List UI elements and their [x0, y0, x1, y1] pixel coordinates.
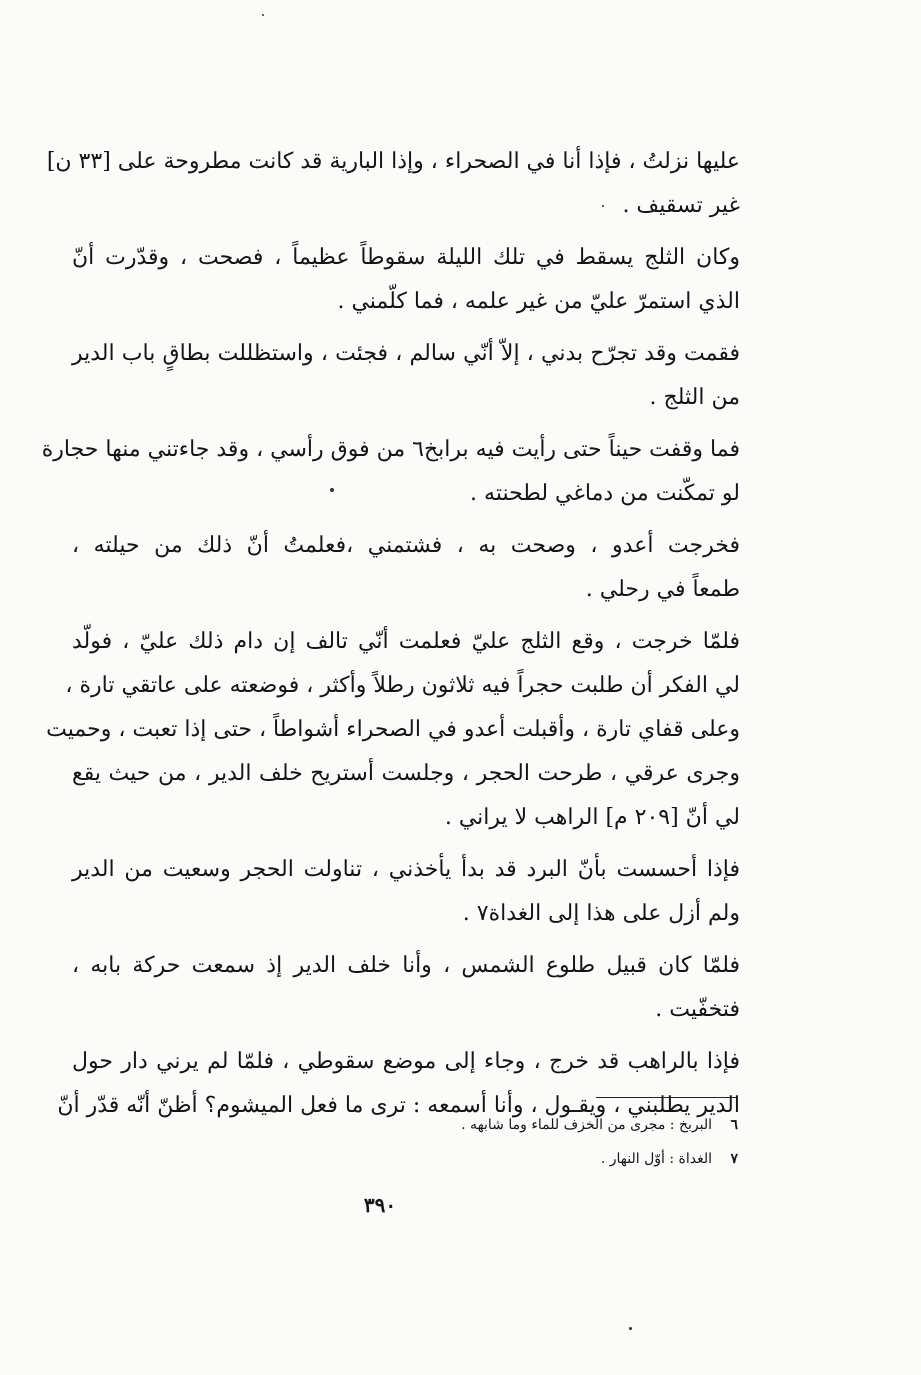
text-line: فإذا بالراهب قد خرج ، وجاء إلى موضع سقوطي ، فلمّا لم يرني دار حول: [72, 1049, 740, 1074]
text-line: الدير يطلبني ، ويقـول ، وأنا أسمعه : ترى ما فعل الميشوم؟ أظنّ أنّه قدّر أنّ: [57, 1093, 740, 1118]
text-line: من الثلج .: [649, 385, 740, 410]
footnote: [300, 1108, 738, 1142]
text-line: فقمت وقد تجرّح بدني ، إلاّ أنّي سالم ، فجئت ، واستظللت بطاقٍ باب الدير: [72, 341, 740, 366]
text-line: فتخفّيت .: [655, 997, 740, 1022]
text-line: طمعاً في رحلي .: [585, 577, 740, 602]
text-line: غير تسقيف .: [622, 193, 740, 218]
paragraph: [72, 944, 740, 1032]
text-line: لي أنّ [٢٠٩ م] الراهب لا يراني .: [444, 805, 740, 830]
footnote-divider: [596, 1097, 738, 1098]
paragraph: [46, 140, 740, 228]
paragraph: [72, 332, 740, 420]
text-line: الذي استمرّ عليّ من غير علمه ، فما كلّمني .: [337, 289, 740, 314]
text-line: عليها نزلتُ ، فإذا أنا في الصحراء ، وإذا البارية قد كانت مطروحة على [٣٣ ن]: [46, 149, 740, 174]
text-line: فخرجت أعدو ، وصحت به ، فشتمني ،فعلمتُ أنّ ذلك من حيلته ،: [72, 533, 740, 558]
text-line: وجرى عرقي ، طرحت الحجر ، وجلست أستريح خلف الدير ، من حيث يقع: [72, 761, 740, 786]
page-number: ٣٩٠: [363, 1193, 397, 1217]
footnote-text: البربخ : مجرى من الخزف للماء وما شابهه .: [461, 1117, 712, 1133]
text-line: فلمّا كان قبيل طلوع الشمس ، وأنا خلف الدير إذ سمعت حركة بابه ،: [72, 953, 740, 978]
text-line: وكان الثلج يسقط في تلك الليلة سقوطاً عظيماً ، فصحت ، وقدّرت أنّ: [72, 245, 740, 270]
text-line: فإذا أحسست بأنّ البرد قد بدأ يأخذني ، تناولت الحجر وسعيت من الدير: [72, 857, 740, 882]
paragraph: [41, 428, 740, 516]
footnote: [300, 1142, 738, 1176]
footnote-text: الغداة : أوّل النهار .: [600, 1151, 712, 1167]
text-line: وعلى قفاي تارة ، وأقبلت أعدو في الصحراء أشواطاً ، حتى إذا تعبت ، وحميت: [46, 717, 740, 742]
text-line: ولم أزل على هذا إلى الغداة٧ .: [462, 901, 740, 926]
paragraph: [46, 620, 740, 840]
text-line: لو تمكّنت من دماغي لطحنته .: [470, 481, 740, 506]
scan-speck: [330, 488, 334, 492]
scan-speck: [602, 205, 604, 207]
paragraph: [72, 236, 740, 324]
scan-speck: [629, 1327, 632, 1330]
text-line: لي الفكر أن طلبت حجراً فيه ثلاثون رطلاً وأكثر ، فوضعته على عاتقي تارة ،: [65, 673, 740, 698]
text-line: فلمّا خرجت ، وقع الثلج عليّ فعلمت أنّي تالف إن دام ذلك عليّ ، فولّد: [72, 629, 740, 654]
footnote-number: ٧: [730, 1151, 738, 1167]
main-text: [41, 140, 740, 1136]
footnotes: [300, 1108, 738, 1176]
footnote-number: ٦: [730, 1117, 738, 1133]
paragraph: [72, 848, 740, 936]
scan-speck: [262, 14, 264, 16]
text-line: فما وقفت حيناً حتى رأيت فيه برابخ٦ من فوق رأسي ، وقد جاءتني منها حجارة: [41, 437, 740, 462]
paragraph: [72, 524, 740, 612]
